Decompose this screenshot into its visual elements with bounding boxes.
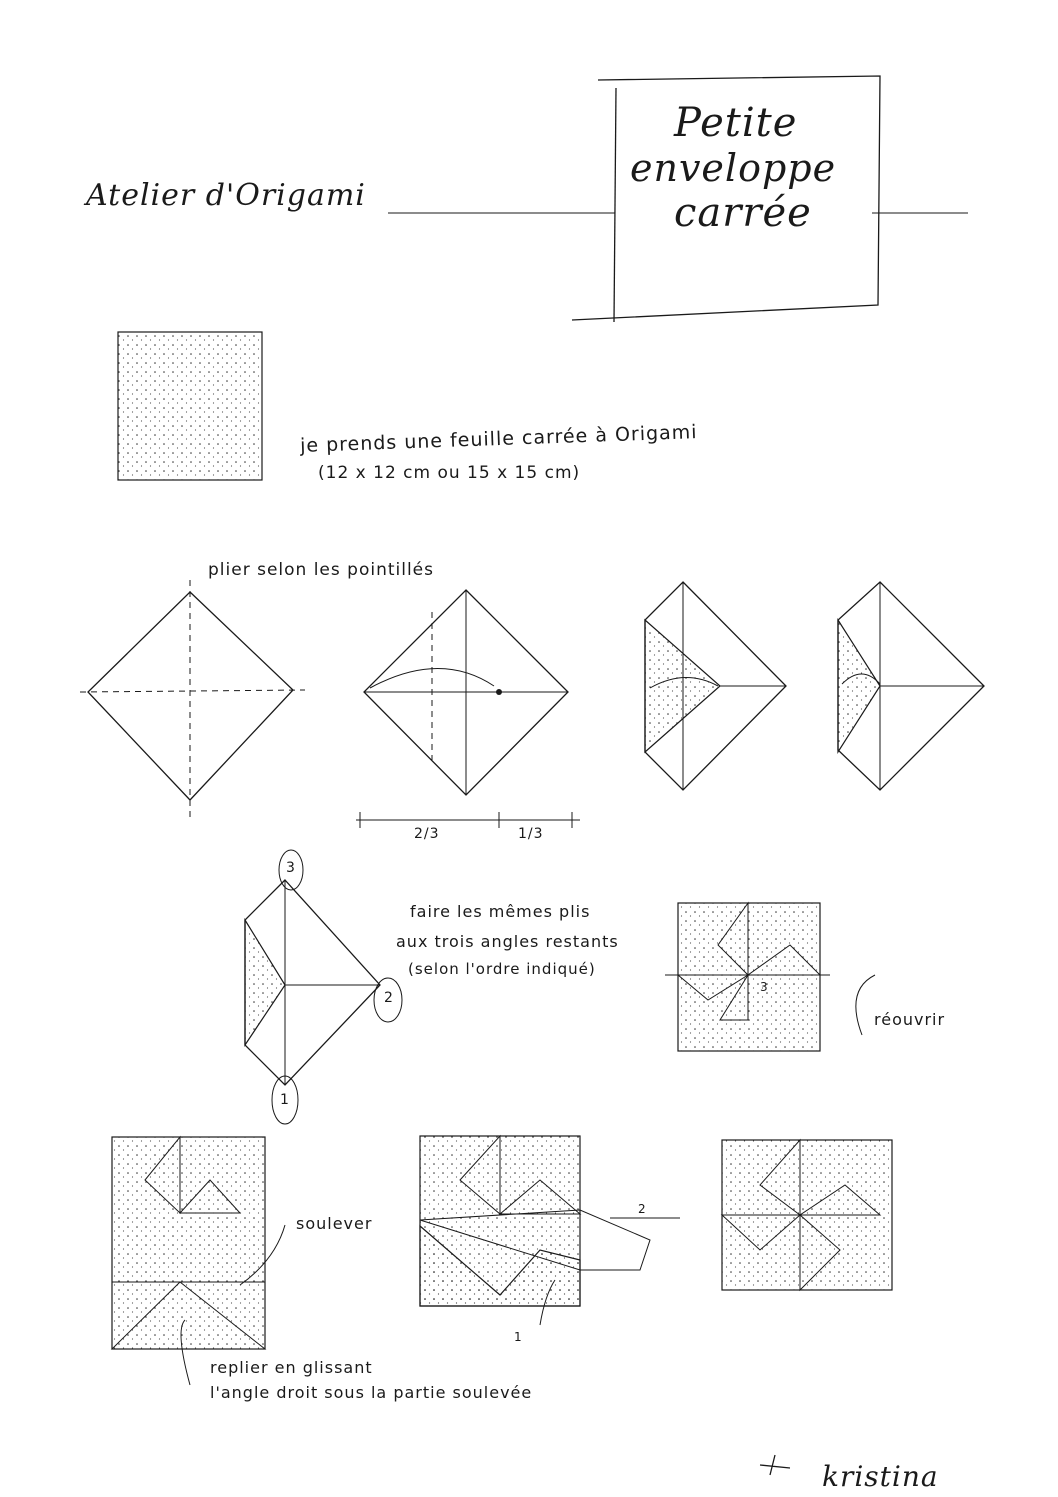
fold-diagram-d: [838, 582, 984, 790]
fold-line-1: replier en glissant: [210, 1358, 373, 1377]
fold-diagram-b: [356, 590, 580, 828]
ratio-right: 1/3: [518, 826, 544, 842]
fold-line-2: l'angle droit sous la partie soulevée: [210, 1383, 533, 1402]
signature: kristina: [822, 1460, 939, 1493]
arrow-number-2: 2: [638, 1202, 647, 1216]
title-block: [630, 100, 860, 236]
step1-line2: (12 x 12 cm ou 15 x 15 cm): [318, 463, 581, 483]
paper-square: [118, 332, 262, 480]
step1-line1: je prends une feuille carrée à Origami: [299, 421, 698, 457]
step3-line1: faire les mêmes plis: [410, 902, 591, 921]
fold-diagram-a: [80, 580, 305, 818]
arrow-number-1: 1: [514, 1330, 523, 1344]
fold-diagram-c: [645, 582, 786, 790]
workshop-title: Atelier d'Origami: [86, 178, 366, 213]
corner-label-3: 3: [286, 860, 296, 876]
reopen-label: réouvrir: [874, 1010, 946, 1029]
ratio-left: 2/3: [414, 826, 440, 842]
corner-label-2: 2: [384, 990, 394, 1006]
pinwheel-label-3: 3: [760, 980, 769, 994]
step3-line3: (selon l'ordre indiqué): [408, 960, 596, 978]
pinwheel-square: [665, 903, 875, 1051]
numbered-diamond: [245, 850, 402, 1124]
step2-instruction: plier selon les pointillés: [208, 560, 434, 580]
title-line-2: enveloppe: [630, 146, 837, 190]
corner-label-1: 1: [280, 1092, 290, 1108]
title-line-3: carrée: [674, 190, 812, 236]
lift-label: soulever: [296, 1214, 373, 1233]
step3-line2: aux trois angles restants: [396, 932, 619, 951]
slide-square: [420, 1136, 680, 1325]
final-pinwheel: [722, 1140, 892, 1290]
title-line-1: Petite: [674, 100, 798, 146]
lift-square: [112, 1137, 285, 1385]
signature-mark: [760, 1455, 790, 1475]
